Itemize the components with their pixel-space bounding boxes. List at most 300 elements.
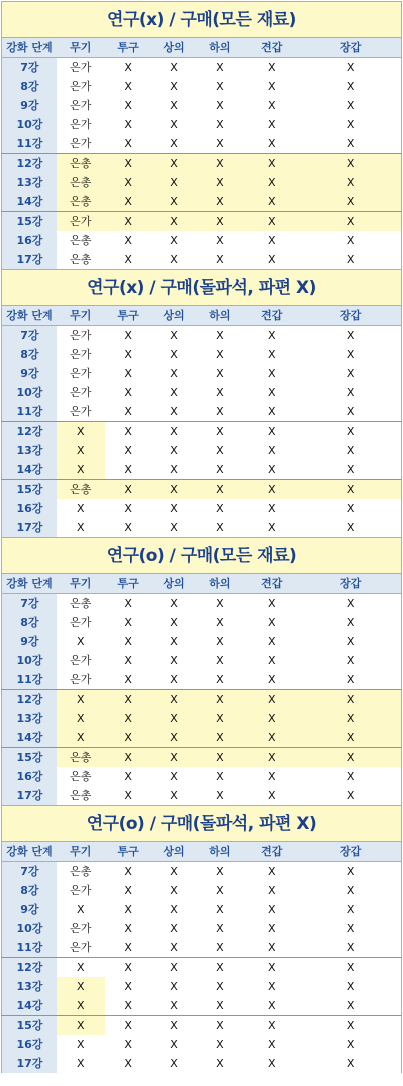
stage-label: 14강 <box>1 996 57 1015</box>
table-cell: X <box>170 673 178 686</box>
table-cell: 은가 <box>70 118 92 131</box>
stage-label: 8강 <box>1 613 57 632</box>
table-cell: X <box>268 137 276 150</box>
table-cell: X <box>57 996 105 1015</box>
stage-label: 13강 <box>1 173 57 192</box>
table-cell: X <box>216 789 224 802</box>
table-cell: X <box>77 521 85 534</box>
table-row <box>1 709 402 728</box>
table-cell: X <box>268 386 276 399</box>
section-title: 연구(x) / 구매(돌파석, 파편 X) <box>1 270 402 306</box>
table-cell: X <box>124 654 132 667</box>
table-cell: X <box>346 405 355 418</box>
table-cell: X <box>170 616 178 629</box>
table-cell: X <box>124 789 132 802</box>
column-header: 무기 <box>70 577 92 590</box>
table-cell: X <box>346 751 355 764</box>
table-row <box>1 1015 402 1035</box>
column-header: 무기 <box>70 845 92 858</box>
table-cell: X <box>170 1019 178 1032</box>
table-cell: X <box>124 1038 132 1051</box>
table-cell: X <box>268 731 276 744</box>
table-cell: 은총 <box>70 157 92 170</box>
table-cell: X <box>170 444 178 457</box>
table-cell: X <box>170 386 178 399</box>
table-cell: X <box>216 751 224 764</box>
stage-label: 8강 <box>1 881 57 900</box>
table-cell: 은가 <box>70 654 92 667</box>
table-row <box>1 499 402 518</box>
table-cell: X <box>124 80 132 93</box>
table-cell: X <box>346 999 355 1012</box>
table-cell: X <box>216 731 224 744</box>
table-cell: X <box>124 176 132 189</box>
table-cell: X <box>124 234 132 247</box>
table-row <box>1 211 402 231</box>
table-cell: X <box>216 865 224 878</box>
table-row <box>1 996 402 1015</box>
table-cell: X <box>77 1057 85 1070</box>
table-cell: X <box>124 1019 132 1032</box>
table-cell: X <box>268 999 276 1012</box>
table-cell: X <box>216 425 224 438</box>
table-cell: 은가 <box>70 99 92 112</box>
table-cell: X <box>77 502 85 515</box>
table-row <box>1 881 402 900</box>
table-cell: X <box>268 80 276 93</box>
table-cell: 은총 <box>70 789 92 802</box>
table-row <box>1 326 402 345</box>
stage-label: 15강 <box>1 480 57 499</box>
column-header: 투구 <box>117 577 139 590</box>
table-cell: X <box>170 348 178 361</box>
table-cell: X <box>124 348 132 361</box>
column-header: 강화 단계 <box>1 842 57 861</box>
stage-label: 10강 <box>1 383 57 402</box>
table-cell: X <box>124 712 132 725</box>
table-cell: X <box>170 502 178 515</box>
table-cell: X <box>216 348 224 361</box>
table-cell: X <box>57 422 105 441</box>
table-cell: X <box>124 386 132 399</box>
table-cell: X <box>124 157 132 170</box>
stage-label: 9강 <box>1 364 57 383</box>
column-header: 하의 <box>209 845 231 858</box>
table-row <box>1 250 402 269</box>
table-cell: X <box>57 441 105 460</box>
table-cell: X <box>268 635 276 648</box>
table-cell: X <box>170 884 178 897</box>
table-cell: X <box>77 712 85 725</box>
table-row <box>1 96 402 115</box>
table-header-row <box>1 574 402 594</box>
table-row <box>1 651 402 670</box>
table-cell: X <box>77 903 85 916</box>
table-cell: X <box>346 616 355 629</box>
stage-label: 10강 <box>1 919 57 938</box>
column-header: 하의 <box>209 577 231 590</box>
table-cell: X <box>216 386 224 399</box>
table-cell: X <box>268 903 276 916</box>
table-cell: X <box>346 693 355 706</box>
table-header-row <box>1 38 402 58</box>
table-row <box>1 919 402 938</box>
table-row <box>1 364 402 383</box>
column-header: 투구 <box>117 41 139 54</box>
table-cell: X <box>346 980 355 993</box>
table-cell: X <box>124 961 132 974</box>
column-header: 투구 <box>117 309 139 322</box>
table-cell: X <box>124 751 132 764</box>
stage-label: 15강 <box>1 748 57 767</box>
table-cell: X <box>346 80 355 93</box>
table-cell: 은총 <box>70 770 92 783</box>
table-cell: X <box>77 635 85 648</box>
table-cell: X <box>124 521 132 534</box>
table-cell: X <box>346 1019 355 1032</box>
table-cell: X <box>346 99 355 112</box>
column-header: 견갑 <box>261 845 283 858</box>
table-cell: X <box>77 1038 85 1051</box>
table-cell: X <box>124 922 132 935</box>
stage-label: 11강 <box>1 938 57 957</box>
table-cell: X <box>346 884 355 897</box>
table-cell: X <box>216 367 224 380</box>
table-row <box>1 670 402 689</box>
stage-label: 12강 <box>1 422 57 441</box>
table-cell: X <box>346 673 355 686</box>
table-cell: X <box>216 444 224 457</box>
table-cell: X <box>170 215 178 228</box>
table-cell: X <box>268 99 276 112</box>
table-cell: X <box>216 137 224 150</box>
section-title: 연구(o) / 구매(모든 재료) <box>1 538 402 574</box>
table-cell: X <box>346 521 355 534</box>
column-header: 하의 <box>209 41 231 54</box>
table-cell: X <box>216 654 224 667</box>
table-header-row <box>1 842 402 862</box>
table-row <box>1 900 402 919</box>
table-cell: X <box>346 731 355 744</box>
table-row <box>1 173 402 192</box>
table-cell: X <box>124 903 132 916</box>
table-cell: X <box>216 1038 224 1051</box>
table-row <box>1 421 402 441</box>
section-title: 연구(x) / 구매(모든 재료) <box>1 2 402 38</box>
table-cell: X <box>170 1038 178 1051</box>
table-cell: X <box>268 1038 276 1051</box>
table-cell: X <box>170 712 178 725</box>
table-cell: X <box>124 99 132 112</box>
table-cell: 은가 <box>70 941 92 954</box>
table-cell: X <box>170 635 178 648</box>
table-row <box>1 231 402 250</box>
table-cell: X <box>124 502 132 515</box>
table-row <box>1 728 402 747</box>
table-cell: 은총 <box>70 234 92 247</box>
column-header: 하의 <box>209 309 231 322</box>
stage-label: 8강 <box>1 77 57 96</box>
table-cell: 은가 <box>70 922 92 935</box>
table-cell: X <box>268 405 276 418</box>
table-cell: X <box>268 367 276 380</box>
table-cell: X <box>170 770 178 783</box>
table-cell: X <box>216 980 224 993</box>
table-cell: X <box>346 865 355 878</box>
stage-label: 16강 <box>1 499 57 518</box>
table-cell: X <box>346 61 355 74</box>
table-cell: 은가 <box>70 329 92 342</box>
table-cell: X <box>124 673 132 686</box>
stage-label: 16강 <box>1 767 57 786</box>
table-cell: X <box>216 80 224 93</box>
table-cell: 은총 <box>70 253 92 266</box>
column-header: 무기 <box>70 41 92 54</box>
table-cell: X <box>170 941 178 954</box>
table-cell: X <box>170 1057 178 1070</box>
table-cell: X <box>346 118 355 131</box>
table-cell: X <box>346 635 355 648</box>
table-cell: X <box>170 693 178 706</box>
column-header: 상의 <box>163 309 185 322</box>
table-cell: X <box>77 731 85 744</box>
table-cell: X <box>268 444 276 457</box>
table-cell: X <box>216 1019 224 1032</box>
table-section <box>1 269 402 537</box>
table-cell: X <box>268 1019 276 1032</box>
table-cell: 은가 <box>70 367 92 380</box>
table-cell: X <box>57 977 105 996</box>
table-row <box>1 134 402 153</box>
table-cell: X <box>124 118 132 131</box>
table-row <box>1 58 402 77</box>
stage-label: 14강 <box>1 460 57 479</box>
table-cell: X <box>124 770 132 783</box>
table-cell: X <box>346 367 355 380</box>
table-cell: X <box>346 483 355 496</box>
table-cell: X <box>170 903 178 916</box>
table-cell: X <box>124 215 132 228</box>
table-cell: X <box>268 941 276 954</box>
stage-label: 7강 <box>1 594 57 613</box>
table-cell: X <box>216 502 224 515</box>
table-row <box>1 689 402 709</box>
table-cell: X <box>268 865 276 878</box>
table-row <box>1 402 402 421</box>
table-cell: 은가 <box>70 215 92 228</box>
table-cell: X <box>346 712 355 725</box>
stage-label: 9강 <box>1 632 57 651</box>
stage-label: 16강 <box>1 1035 57 1054</box>
column-header: 강화 단계 <box>1 574 57 593</box>
column-header: 상의 <box>163 577 185 590</box>
table-cell: X <box>268 157 276 170</box>
table-cell: X <box>346 654 355 667</box>
table-cell: X <box>346 903 355 916</box>
table-cell: X <box>268 922 276 935</box>
table-cell: X <box>268 176 276 189</box>
table-cell: 은가 <box>70 673 92 686</box>
table-cell: X <box>216 922 224 935</box>
table-cell: X <box>216 597 224 610</box>
table-row <box>1 594 402 613</box>
table-cell: X <box>346 941 355 954</box>
table-cell: X <box>124 865 132 878</box>
table-cell: X <box>124 137 132 150</box>
column-header: 상의 <box>163 845 185 858</box>
table-cell: X <box>216 1057 224 1070</box>
stage-label: 13강 <box>1 441 57 460</box>
table-cell: 은총 <box>70 176 92 189</box>
stage-label: 17강 <box>1 518 57 537</box>
table-cell: X <box>124 616 132 629</box>
table-cell: X <box>170 99 178 112</box>
table-cell: X <box>216 253 224 266</box>
table-cell: X <box>216 521 224 534</box>
stage-label: 15강 <box>1 1016 57 1035</box>
table-cell: X <box>216 712 224 725</box>
column-header: 견갑 <box>261 309 283 322</box>
table-cell: X <box>170 118 178 131</box>
table-cell: X <box>170 922 178 935</box>
table-cell: X <box>346 176 355 189</box>
table-section <box>1 1 402 269</box>
column-header: 강화 단계 <box>1 306 57 325</box>
stage-label: 17강 <box>1 250 57 269</box>
table-cell: X <box>216 463 224 476</box>
table-cell: X <box>268 502 276 515</box>
table-row <box>1 115 402 134</box>
table-cell: X <box>124 425 132 438</box>
table-cell: X <box>216 999 224 1012</box>
table-cell: X <box>216 941 224 954</box>
table-cell: X <box>346 425 355 438</box>
table-cell: X <box>170 654 178 667</box>
table-row <box>1 383 402 402</box>
table-cell: X <box>268 654 276 667</box>
table-cell: X <box>268 884 276 897</box>
column-header: 견갑 <box>261 577 283 590</box>
table-cell: X <box>216 157 224 170</box>
table-cell: 은총 <box>70 195 92 208</box>
table-cell: X <box>346 329 355 342</box>
table-cell: X <box>124 597 132 610</box>
table-cell: X <box>216 61 224 74</box>
table-cell: X <box>124 884 132 897</box>
column-header: 상의 <box>163 41 185 54</box>
table-cell: X <box>77 961 85 974</box>
table-row <box>1 632 402 651</box>
column-header: 강화 단계 <box>1 38 57 57</box>
table-cell: X <box>170 731 178 744</box>
table-row <box>1 767 402 786</box>
table-cell: X <box>170 329 178 342</box>
table-row <box>1 479 402 499</box>
table-row <box>1 345 402 364</box>
table-row <box>1 1035 402 1054</box>
stage-label: 7강 <box>1 58 57 77</box>
stage-label: 11강 <box>1 670 57 689</box>
table-row <box>1 977 402 996</box>
table-cell: X <box>124 980 132 993</box>
stage-label: 12강 <box>1 154 57 173</box>
table-cell: X <box>170 176 178 189</box>
table-cell: X <box>346 157 355 170</box>
stage-label: 10강 <box>1 115 57 134</box>
stage-label: 17강 <box>1 786 57 805</box>
table-row <box>1 613 402 632</box>
table-cell: X <box>216 693 224 706</box>
stage-label: 13강 <box>1 977 57 996</box>
table-cell: 은가 <box>70 386 92 399</box>
table-cell: X <box>170 253 178 266</box>
table-cell: 은총 <box>70 483 92 496</box>
table-cell: X <box>216 903 224 916</box>
table-cell: X <box>124 999 132 1012</box>
table-cell: X <box>346 961 355 974</box>
table-cell: X <box>124 329 132 342</box>
table-cell: X <box>216 635 224 648</box>
table-cell: X <box>268 1057 276 1070</box>
table-cell: X <box>170 521 178 534</box>
table-row <box>1 518 402 537</box>
table-cell: 은가 <box>70 137 92 150</box>
table-cell: X <box>216 176 224 189</box>
table-row <box>1 460 402 479</box>
column-header: 장갑 <box>339 577 362 590</box>
table-cell: X <box>268 118 276 131</box>
stage-label: 13강 <box>1 709 57 728</box>
stage-label: 7강 <box>1 862 57 881</box>
table-cell: X <box>170 61 178 74</box>
table-cell: X <box>170 195 178 208</box>
table-cell: X <box>268 61 276 74</box>
table-row <box>1 1054 402 1073</box>
column-header: 견갑 <box>261 41 283 54</box>
table-cell: X <box>346 597 355 610</box>
table-cell: 은가 <box>70 80 92 93</box>
table-cell: X <box>216 483 224 496</box>
table-cell: X <box>268 961 276 974</box>
table-cell: 은총 <box>70 751 92 764</box>
table-cell: X <box>170 137 178 150</box>
table-cell: X <box>346 444 355 457</box>
table-row <box>1 153 402 173</box>
table-cell: X <box>170 463 178 476</box>
table-cell: X <box>216 215 224 228</box>
table-section <box>1 805 402 1073</box>
table-cell: X <box>216 616 224 629</box>
table-cell: X <box>346 922 355 935</box>
stage-label: 12강 <box>1 690 57 709</box>
stage-label: 16강 <box>1 231 57 250</box>
table-cell: X <box>170 961 178 974</box>
enhancement-tables <box>1 0 402 1073</box>
table-row <box>1 862 402 881</box>
table-cell: X <box>216 195 224 208</box>
table-cell: 은총 <box>70 597 92 610</box>
table-cell: X <box>170 751 178 764</box>
table-cell: 은총 <box>70 865 92 878</box>
table-cell: X <box>57 460 105 479</box>
table-cell: X <box>124 731 132 744</box>
table-cell: X <box>268 616 276 629</box>
table-cell: X <box>268 483 276 496</box>
table-cell: X <box>216 884 224 897</box>
table-cell: X <box>124 253 132 266</box>
table-cell: 은가 <box>70 884 92 897</box>
table-cell: X <box>124 463 132 476</box>
